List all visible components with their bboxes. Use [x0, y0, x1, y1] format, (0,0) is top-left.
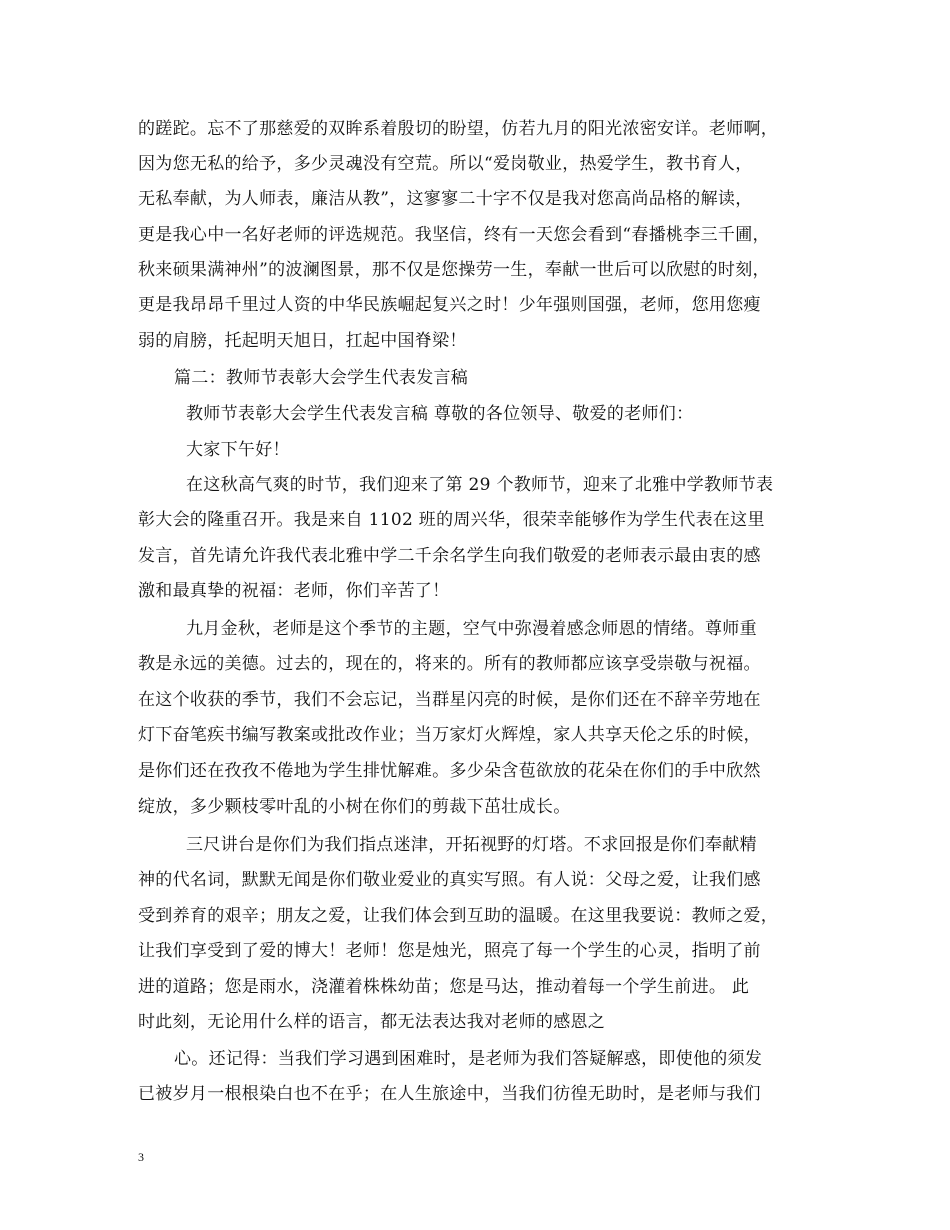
text-line: 时此刻，无论用什么样的语言，都无法表达我对老师的感恩之	[138, 1012, 606, 1032]
paragraph-first-line: 在这秋高气爽的时节，我们迎来了第 29 个教师节，迎来了北雅中学教师节表	[186, 475, 774, 495]
text-line: 在这个收获的季节，我们不会忘记，当群星闪亮的时候，是你们还在不辞辛劳地在	[138, 690, 761, 710]
text-line: 更是我心中一名好老师的评选规范。我坚信，终有一天您会看到“春播桃李三千圃，	[138, 225, 770, 245]
text-line: 无私奉献，为人师表，廉洁从教”，这寥寥二十字不仅是我对您高尚品格的解读，	[138, 189, 753, 209]
text-line: 灯下奋笔疾书编写教案或批改作业；当万家灯火辉煌，家人共享天伦之乐的时候，	[138, 725, 761, 745]
text-line: 已被岁月一根根染白也不在乎；在人生旅途中，当我们彷徨无助时，是老师与我们	[138, 1084, 761, 1104]
text-line: 进的道路；您是雨水，浇灌着株株幼苗；您是马达，推动着每一个学生前进。 此	[138, 977, 750, 997]
page-number: 3	[138, 1150, 144, 1164]
text-line: 教是永远的美德。过去的，现在的，将来的。所有的教师都应该享受崇敬与祝福。	[138, 654, 761, 674]
section-heading: 篇二：教师节表彰大会学生代表发言稿	[174, 368, 469, 388]
text-line: 更是我昂昂千里过人资的中华民族崛起复兴之时！少年强则国强，老师，您用您瘦	[138, 295, 761, 315]
text-line: 弱的肩膀，托起明天旭日，扛起中国脊梁！	[138, 331, 467, 351]
text-line: 绽放，多少颗枝零叶乱的小树在你们的剪裁下茁壮成长。	[138, 797, 571, 817]
text-line: 秋来硕果满神州”的波澜图景，那不仅是您操劳一生，奉献一世后可以欣慰的时刻，	[138, 260, 770, 280]
text-line: 让我们享受到了爱的博大！老师！您是烛光，照亮了每一个学生的心灵，指明了前	[138, 941, 761, 961]
paragraph-first-line: 三尺讲台是你们为我们指点迷津，开拓视野的灯塔。不求回报是你们奉献精	[186, 835, 757, 855]
text-line: 发言，首先请允许我代表北雅中学二千余名学生向我们敬爱的老师表示最由衷的感	[138, 546, 761, 566]
text-line: 是你们还在孜孜不倦地为学生排忧解难。多少朵含苞欲放的花朵在你们的手中欣然	[138, 761, 761, 781]
text-line: 因为您无私的给予，多少灵魂没有空荒。所以“爱岗敬业，热爱学生，教书育人，	[138, 154, 753, 174]
text-line: 激和最真挚的祝福：老师，你们辛苦了！	[138, 581, 450, 601]
text-line: 受到养育的艰辛；朋友之爱，让我们体会到互助的温暖。在这里我要说：教师之爱，	[138, 906, 779, 926]
paragraph-first-line: 心。还记得：当我们学习遇到困难时，是老师为我们答疑解惑，即使他的须发	[174, 1049, 763, 1069]
text-line: 的蹉跎。忘不了那慈爱的双眸系着殷切的盼望，仿若九月的阳光浓密安详。老师啊，	[138, 119, 779, 139]
speech-title-line: 教师节表彰大会学生代表发言稿 尊敬的各位领导、敬爱的老师们：	[186, 404, 694, 424]
greeting-line: 大家下午好！	[186, 440, 290, 460]
paragraph-first-line: 九月金秋，老师是这个季节的主题，空气中弥漫着感念师恩的情绪。尊师重	[186, 619, 757, 639]
text-line: 彰大会的隆重召开。我是来自 1102 班的周兴华，很荣幸能够作为学生代表在这里	[138, 510, 765, 530]
text-line: 神的代名词，默默无闻是你们敬业爱业的真实写照。有人说：父母之爱，让我们感	[138, 870, 761, 890]
